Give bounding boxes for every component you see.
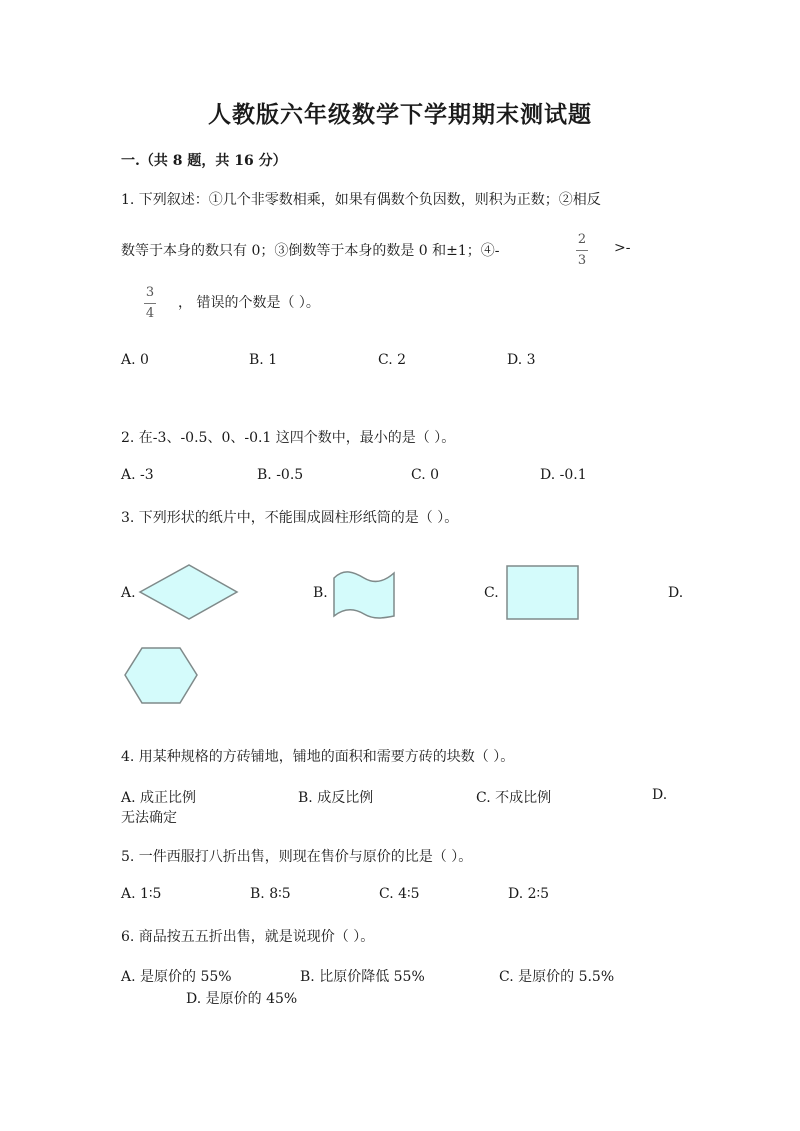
q5-option-b[interactable]: B. 8∶5: [250, 886, 291, 902]
q4-text: 4. 用某种规格的方砖铺地，铺地的面积和需要方砖的块数（ ）。: [121, 749, 515, 765]
q6-option-d[interactable]: D. 是原价的 45%: [186, 991, 298, 1007]
q1-text-line2: 数等于本身的数只有 0；③倒数等于本身的数是 0 和±1；④-: [121, 243, 500, 259]
q4-option-d-text[interactable]: 无法确定: [121, 810, 177, 826]
q2-option-a[interactable]: A. -3: [121, 467, 154, 483]
q1-text-line3: ， 错误的个数是（ ）。: [178, 295, 320, 311]
q1-fraction-b-denominator: 4: [145, 306, 155, 321]
q6-option-c[interactable]: C. 是原价的 5.5%: [499, 969, 615, 985]
q4-option-b[interactable]: B. 成反比例: [298, 790, 374, 806]
q1-option-b[interactable]: B. 1: [249, 352, 278, 368]
q4-option-c[interactable]: C. 不成比例: [476, 790, 552, 806]
q1-greater-than: >-: [614, 240, 631, 256]
q1-fraction-b-numerator: 3: [145, 285, 155, 300]
q1-fraction-three-quarters: [140, 285, 160, 322]
section-heading: 一.（共 8 题，共 16 分）: [121, 153, 287, 169]
q3-option-d-label[interactable]: D.: [668, 585, 684, 601]
q1-fraction-a-denominator: 3: [577, 253, 587, 268]
q6-option-b[interactable]: B. 比原价降低 55%: [300, 969, 425, 985]
q3-text: 3. 下列形状的纸片中，不能围成圆柱形纸筒的是（ ）。: [121, 510, 459, 526]
q1-text-line1: 1. 下列叙述：①几个非零数相乘，如果有偶数个负因数，则积为正数；②相反: [121, 192, 601, 208]
rhombus-shape[interactable]: [140, 564, 238, 620]
q2-text: 2. 在-3、-0.5、0、-0.1 这四个数中，最小的是（ ）。: [121, 430, 456, 446]
q2-option-d[interactable]: D. -0.1: [540, 467, 587, 483]
wavy-strip-shape[interactable]: [332, 570, 396, 620]
hexagon-shape[interactable]: [124, 647, 198, 704]
q1-option-d[interactable]: D. 3: [507, 352, 536, 368]
q1-fraction-a-numerator: 2: [577, 232, 587, 247]
q4-option-a[interactable]: A. 成正比例: [121, 790, 197, 806]
q5-option-d[interactable]: D. 2∶5: [508, 886, 550, 902]
q3-option-a-label[interactable]: A.: [121, 585, 136, 601]
q3-option-c-label[interactable]: C.: [484, 585, 499, 601]
fraction-bar: [576, 250, 588, 251]
q2-option-b[interactable]: B. -0.5: [257, 467, 304, 483]
q1-fraction-two-thirds: [572, 232, 592, 269]
q5-text: 5. 一件西服打八折出售，则现在售价与原价的比是（ ）。: [121, 849, 473, 865]
q6-option-a[interactable]: A. 是原价的 55%: [121, 969, 232, 985]
page-title: 人教版六年级数学下学期期末测试题: [208, 101, 592, 128]
fraction-bar: [144, 303, 156, 304]
q3-option-b-label[interactable]: B.: [313, 585, 328, 601]
q5-option-a[interactable]: A. 1∶5: [121, 886, 162, 902]
q5-option-c[interactable]: C. 4∶5: [379, 886, 420, 902]
q1-option-a[interactable]: A. 0: [121, 352, 149, 368]
q2-option-c[interactable]: C. 0: [411, 467, 440, 483]
q6-text: 6. 商品按五五折出售，就是说现价（ ）。: [121, 929, 375, 945]
rectangle-shape[interactable]: [506, 565, 579, 620]
q4-option-d[interactable]: D.: [652, 787, 668, 803]
q1-option-c[interactable]: C. 2: [378, 352, 407, 368]
